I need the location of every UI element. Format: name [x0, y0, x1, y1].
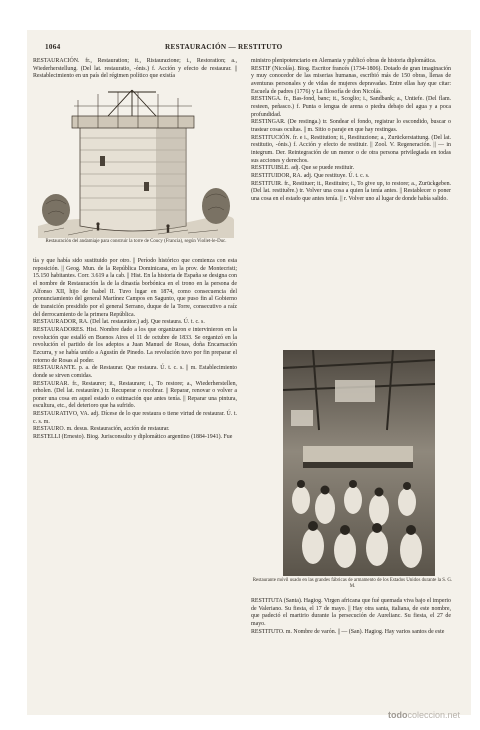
watermark-rest: coleccion.net: [407, 710, 460, 720]
entry-restaurativo: RESTAURATIVO, VA. adj. Dícese de lo que restaura o tiene virtud de restaurar. Ú. t. c. s. m.: [33, 411, 237, 425]
tower-engraving: [38, 86, 234, 238]
figure2-caption: Restaurante móvil usado en las grandes fábricas de armamento de los Estados Unidos durante la S. G. M.: [252, 578, 453, 589]
page-number: 1064: [45, 43, 61, 51]
entry-restingar: RESTINGAR. (De restinga.) tr. Sondear el fondo, registrar lo escondido, buscar o trastear cosas ocultas. || m. Sitio o paraje en que hay restingas.: [251, 119, 451, 133]
entry-restauracion-cont: tía y que había sido sustituido por otro. || Período histórico que comienza con esta reposición. || Geog. Mun. de la República Dominicana, en la prov. de Montecristi; 15.150 habitantes. Corr. 3.619 a la cab. || Hist. En la historia de España se designa con el nombre de Restauración la de la dinastía borbónica en el trono en la persona de Alfonso XII, hijo de Isabel II. Tuvo lugar en 1874, como consecuencia del pronunciamiento del general Martínez Campos en Sagunto, que puso fin al Gobierno de transición presidido por el general Serrano, duque de la Torre, consecutivo a raíz del derrocamiento de la primera República.: [33, 258, 237, 318]
entry-restitucion: RESTITUCIÓN. fr. e i., Restitution; it., Restituzione; a., Zurückerstattung. (Del lat. restitutio, -ónis.) f. Acción y efecto de restituir. || Zool. V. Regeneración. || — in integrum. Der. Reintegración de un menor o de otra persona privilegiada en todas sus acciones y derechos.: [251, 134, 451, 164]
entry-restaurador: RESTAURADOR, RA. (Del lat. restaurātor.) adj. Que restaura. Ú. t. c. s.: [33, 319, 205, 326]
entry-restauracion: RESTAURACIÓN. fr., Restauration; it., Ristaurazione; i., Restoration; a., Wiederherstellung. (Del lat. restauratio, -ónis.) f. Acción y efecto de restaurar. || Restablecimiento en un país del régimen político que existía: [33, 58, 237, 80]
left-column-continued: [33, 258, 237, 442]
running-title: RESTAURACIÓN — RESTITUTO: [165, 43, 283, 51]
entry-restauradores: RESTAURADORES. Hist. Nombre dado a los que organizaron e intervinieron en la revolución que estalló en Buenos Aires el 11 de octubre de 1833. Se organizó en la revolución el partido de los adeptos a Juan Manuel de Rosas, doña Encarnación Ezcurra, y se había unido a Agustín de Pinedo. La revolución tuvo por fin preparar el retorno de Rosas al poder.: [33, 326, 237, 364]
entry-restituto: RESTITUTO. m. Nombre de varón. || — (San). Hagiog. Hay varios santos de este: [251, 628, 445, 635]
entry-restituidor: RESTITUIDOR, RA. adj. Que restituye. Ú. t. c. s.: [251, 172, 370, 179]
left-column: [33, 58, 237, 81]
right-column-bottom: [251, 598, 451, 636]
entry-restituir: RESTITUIR. fr., Restituer; it., Restituire; i., To give up, to restore; a., Zurückgeben. (Del lat. restituĕre.) tr. Volver una cosa a quien la tenía antes. || Restablecer o poner una cosa en el estado que antes tenía. || r. Volver uno al lugar de donde había salido.: [251, 180, 451, 202]
figure1-caption: Restauración del andamiaje para construir la torre de Coucy (Francia), según Viollet-le-Duc.: [45, 239, 227, 244]
entry-restauro: RESTAURO. m. desus. Restauración, acción de restaurar.: [33, 426, 170, 433]
entry-restelli: RESTELLI (Ernesto). Biog. Jurisconsulto y diplomático argentino (1884-1941). Fue: [33, 434, 233, 441]
watermark-brand: todo: [387, 710, 408, 720]
entry-restaurante: RESTAURANTE. p. a. de Restaurar. Que restaura. Ú. t. c. s. || m. Establecimiento donde se sirven comidas.: [33, 365, 237, 379]
entry-restif: RESTIF (Nicolás). Biog. Escritor francés (1734-1806). Dotado de gran imaginación y muy conocedor de las miserias humanas, escribió más de 150 obras, llenas de aventuras personales y de vidas de mujeres depravadas. Entre ellas hay que citar: Escuela de padres (1776) y La filosofía de don Nicolás.: [251, 65, 451, 95]
page-header: [45, 43, 435, 55]
entry-restelli-cont: ministro plenipotenciario en Alemania y publicó obras de historia diplomática.: [251, 58, 437, 64]
restaurant-photo: [283, 350, 435, 576]
watermark: [388, 710, 460, 720]
entry-restituible: RESTITUIBLE. adj. Que se puede restituir.: [251, 165, 355, 172]
entry-restinga: RESTINGA. fr., Bas-fond, banc; it., Scoglio; i., Sandbank; a., Untiefe. (Del flam. resteen, peñasco.) f. Punta o lengua de arena o piedra debajo del agua y a poca profundidad.: [251, 96, 451, 118]
entry-restaurar: RESTAURAR. fr., Restaurer; it., Restaurare; i., To restore; a., Wiederherstellen, erholen. (Del lat. restaurāre.) tr. Recuperar o recobrar. || Reparar, renovar o volver a poner una cosa en aquel estado o estimación que antes tenía. || Reparar una pintura, escultura, etc., del deterioro que ha sufrido.: [33, 380, 237, 410]
right-column: [251, 58, 451, 203]
entry-restituta: RESTITUTA (Santa). Hagiog. Virgen africana que fué quemada viva bajo el imperio de Valeriano. Su fiesta, el 17 de mayo. || Hay otra santa, italiana, de este nombre, que padeció el martirio durante la persecución de Aurelianc. Su fiesta, el 27 de mayo.: [251, 598, 451, 627]
